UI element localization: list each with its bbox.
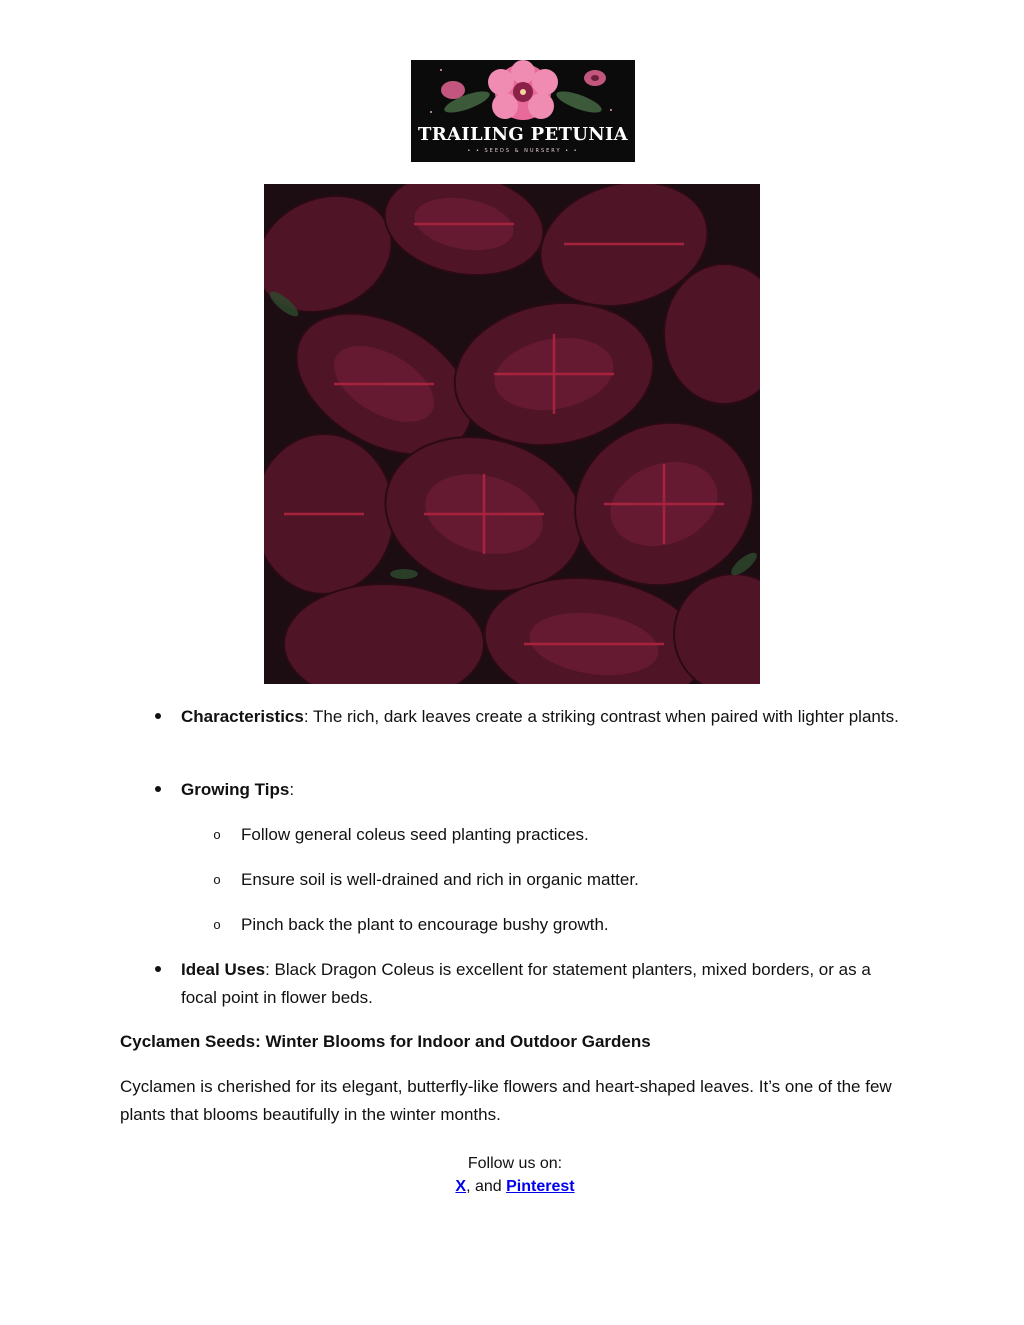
x-link[interactable]: X xyxy=(455,1178,467,1195)
petunia-flower-logo-graphic xyxy=(411,60,635,162)
sub-list-item xyxy=(213,911,901,939)
social-links xyxy=(0,1176,1024,1198)
sub-item-text: Pinch back the plant to encourage bushy growth. xyxy=(241,915,609,934)
pinterest-link[interactable]: Pinterest xyxy=(506,1178,575,1195)
bullet-term: Characteristics xyxy=(181,707,304,726)
bullet-icon xyxy=(150,956,166,984)
black-dragon-coleus-photo xyxy=(264,184,760,684)
sub-item-text: Follow general coleus seed planting practices. xyxy=(241,825,589,844)
list-item-ideal-uses xyxy=(181,956,911,1012)
sub-list-item xyxy=(213,866,901,894)
bullet-text: : xyxy=(289,780,295,799)
bullet-text: : The rich, dark leaves create a striking contrast when paired with lighter plants. xyxy=(303,707,899,726)
coleus-leaves-image xyxy=(264,184,760,684)
sub-list-item xyxy=(213,821,901,849)
list-item-growing-tips xyxy=(181,776,911,804)
hollow-bullet-icon: o xyxy=(213,872,221,887)
links-separator: , and xyxy=(466,1178,507,1195)
bullet-term: Ideal Uses xyxy=(181,960,266,979)
hollow-bullet-icon: o xyxy=(213,827,221,842)
follow-us-label: Follow us on: xyxy=(467,1155,563,1172)
sub-item-text: Ensure soil is well-drained and rich in organic matter. xyxy=(241,870,639,889)
list-item-characteristics xyxy=(181,703,911,731)
logo-title: TRAILING PETUNIA xyxy=(418,124,628,145)
hollow-bullet-icon: o xyxy=(213,917,221,932)
bullet-icon xyxy=(150,776,166,804)
bullet-text: : Black Dragon Coleus is excellent for statement planters, mixed borders, or as a focal point in flower beds. xyxy=(181,960,871,1007)
section-heading: Cyclamen Seeds: Winter Blooms for Indoor and Outdoor Gardens xyxy=(120,1032,651,1051)
bullet-term: Growing Tips xyxy=(181,780,290,799)
bullet-icon xyxy=(150,703,166,731)
section-paragraph: Cyclamen is cherished for its elegant, butterfly-like flowers and heart-shaped leaves. It’s one of the few plants that blooms beautifully in the winter months. xyxy=(120,1077,892,1124)
trailing-petunia-logo xyxy=(411,60,635,162)
logo-subtitle: • • SEEDS & NURSERY • • xyxy=(467,148,579,154)
